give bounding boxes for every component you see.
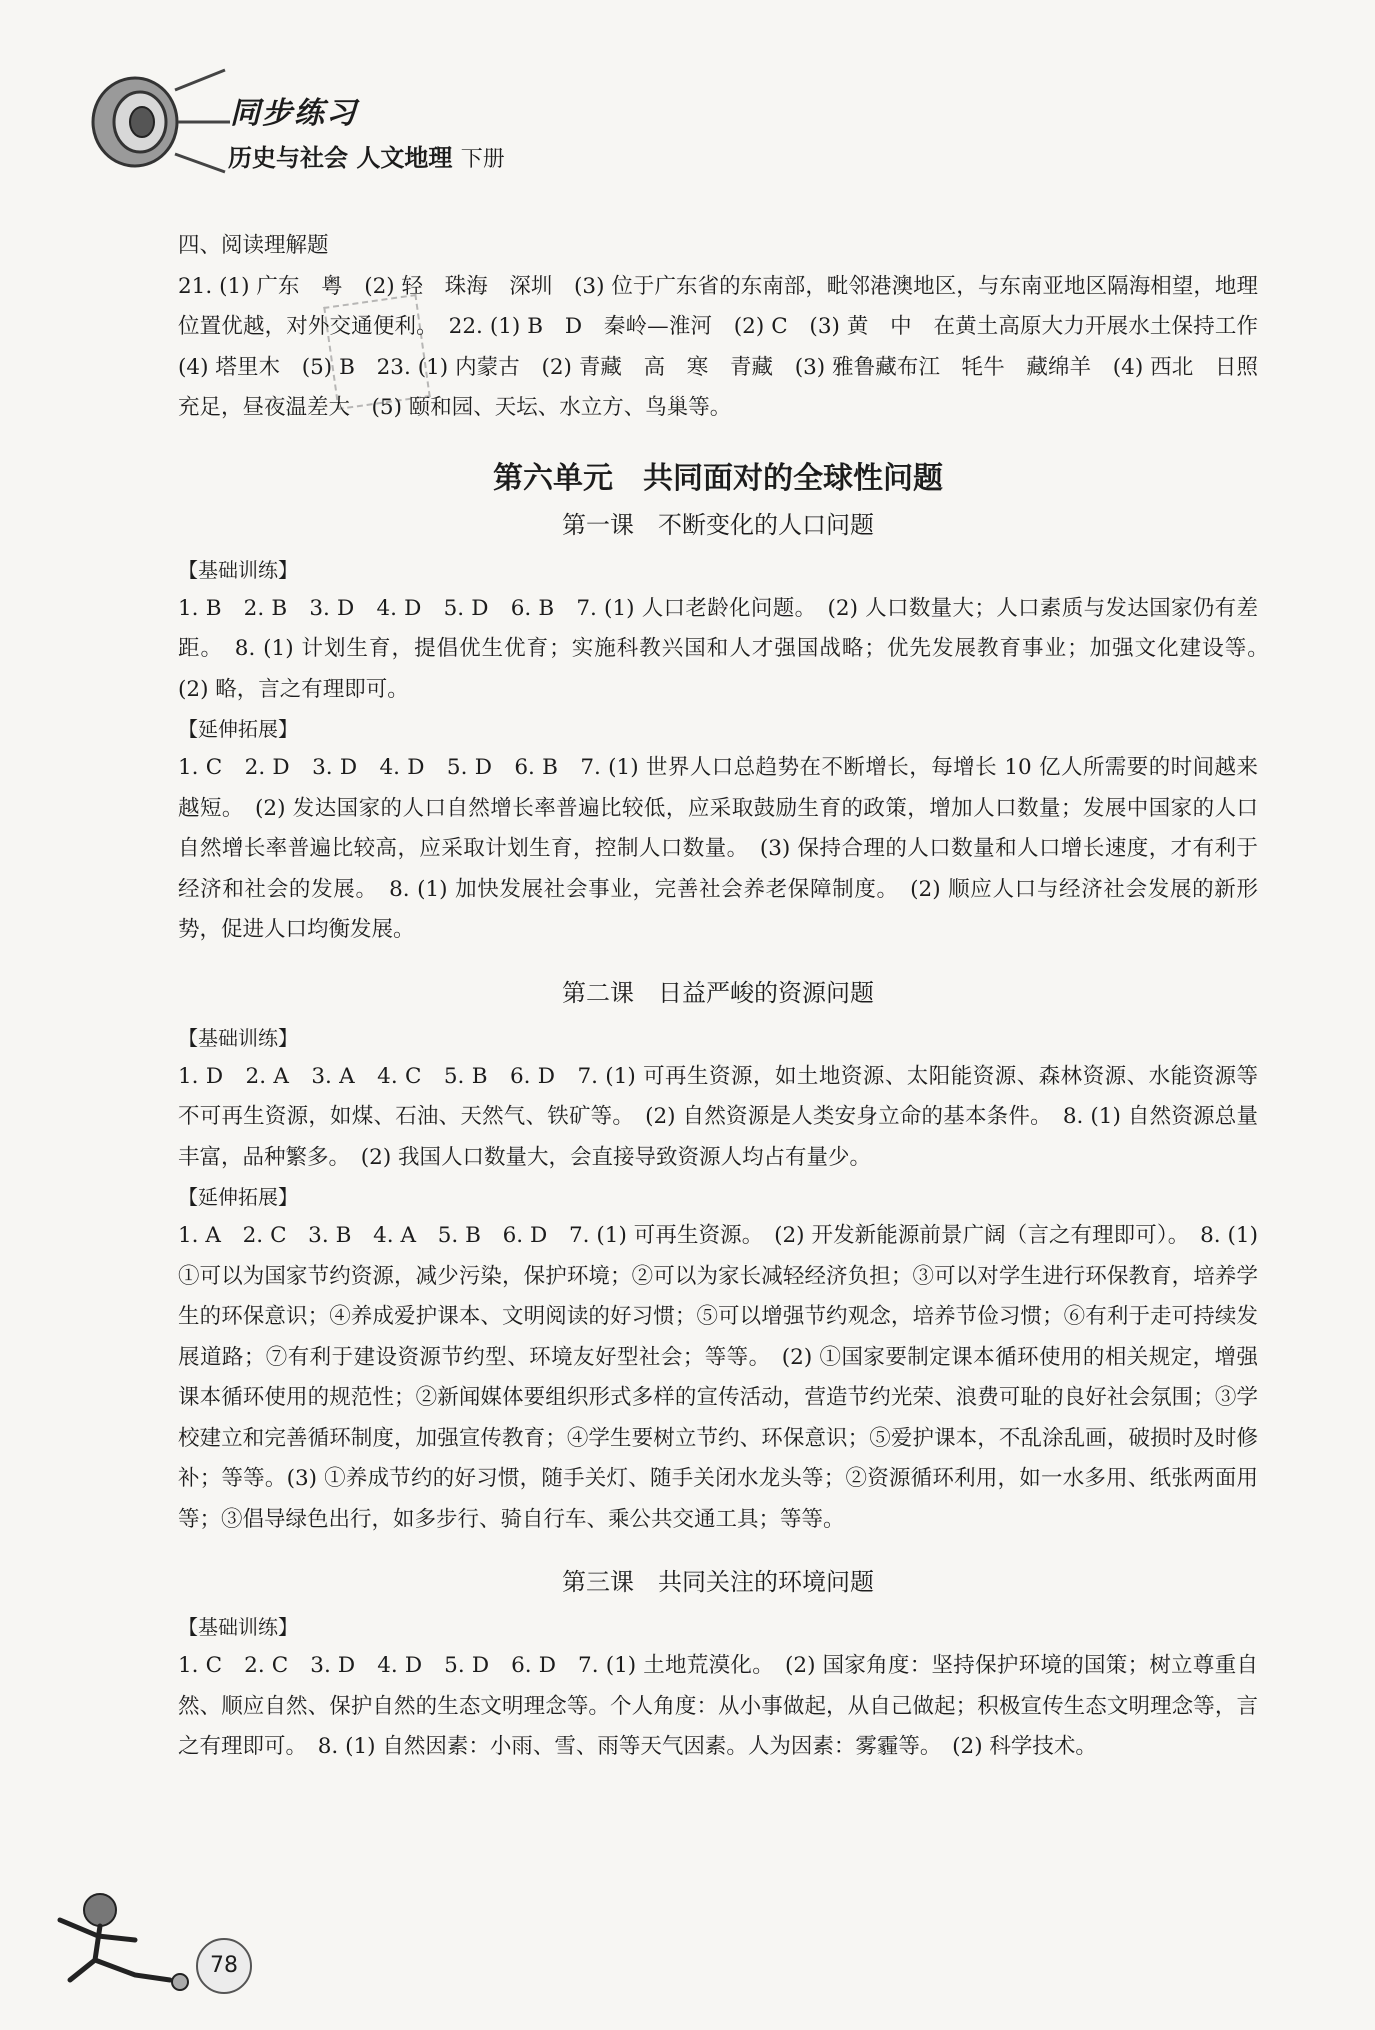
book-volume: 下册 — [460, 147, 505, 172]
running-figure-icon — [40, 1880, 200, 2000]
lesson-1-ext-label: 【延伸拓展】 — [178, 717, 298, 741]
lesson-1-ext-answers: 1. C 2. D 3. D 4. D 5. D 6. B 7. (1) 世界人口总趋势在不断增长，每增长 10 亿人所需要的时间越来越短。 (2) 发达国家的人口自然增长率普遍比较低，应采取鼓励生育的政策，增加人口数量；发展中国家的人口自然增长率普遍比较高，应采取计划生育，控制人口数量。 (3) 保持合理的人口数量和人口增长速度，才有利于经济和社会的发展。 8. (1) 加快发展社会事业，完善社会养老保障制度。 (2) 顺应人口与经济社会发展的新形势，促进人口均衡发展。 — [178, 755, 1258, 942]
book-title — [228, 138, 505, 173]
lesson-3-basic-answers: 1. C 2. C 3. D 4. D 5. D 6. D 7. (1) 土地荒漠化。 (2) 国家角度：坚持保护环境的国策；树立尊重自然、顺应自然、保护自然的生态文明理念等。个人角度：从小事做起，从自己做起；积极宣传生态文明理念等，言之有理即可。 8. (1) 自然因素：小雨、雪、雨等天气因素。人为因素：雾霾等。 (2) 科学技术。 — [178, 1653, 1258, 1759]
page-header — [80, 60, 600, 180]
book-subject: 历史与社会 人文地理 — [228, 144, 453, 172]
section-four-heading: 四、阅读理解题 — [178, 233, 329, 258]
lesson-1-title: 第一课 不断变化的人口问题 — [562, 510, 874, 539]
answer-content — [178, 226, 1280, 1768]
unit-title: 第六单元 共同面对的全球性问题 — [493, 460, 943, 496]
lesson-3-basic-label: 【基础训练】 — [178, 1615, 298, 1639]
series-title: 同步练习 — [230, 96, 358, 131]
lesson-3-title: 第三课 共同关注的环境问题 — [562, 1568, 874, 1596]
section-four-answers: 21. (1) 广东 粤 (2) 轻 珠海 深圳 (3) 位于广东省的东南部，毗邻港澳地区，与东南亚地区隔海相望，地理位置优越，对外交通便利。 22. (1) B D 秦岭—淮河 (2) C (3) 黄 中 在黄土高原大力开展水土保持工作 (4) 塔里木 (5) B 23. (1) 内蒙古 (2) 青藏 高 寒 青藏 (3) 雅鲁藏布江 牦牛 藏绵羊 (4) 西北 日照充足，昼夜温差大 (5) 颐和园、天坛、水立方、鸟巢等。 — [178, 273, 1280, 420]
lesson-2-basic-answers: 1. D 2. A 3. A 4. C 5. B 6. D 7. (1) 可再生资源，如土地资源、太阳能资源、森林资源、水能资源等 不可再生资源，如煤、石油、天然气、铁矿等。 (2) 自然资源是人类安身立命的基本条件。 8. (1) 自然资源总量丰富，品种繁多。 (2) 我国人口数量大，会直接导致资源人均占有量少。 — [178, 1063, 1280, 1170]
page-number: 78 — [196, 1938, 252, 1994]
lesson-2-ext-answers: 1. A 2. C 3. B 4. A 5. B 6. D 7. (1) 可再生资源。 (2) 开发新能源前景广阔（言之有理即可）。 8. (1) ①可以为国家节约资源，减少污染，保护环境；②可以为家长减轻经济负担；③可以对学生进行环保教育，培养学生的环保意识；④养成爱护课本、文明阅读的好习惯；⑤可以增强节约观念，培养节俭习惯；⑥有利于走可持续发展道路；⑦有利于建设资源节约型、环境友好型社会；等等。 (2) ①国家要制定课本循环使用的相关规定，增强课本循环使用的规范性；②新闻媒体要组织形式多样的宣传活动，营造节约光荣、浪费可耻的良好社会氛围；③学校建立和完善循环制度，加强宣传教育；④学生要树立节约、环保意识；⑤爱护课本，不乱涂乱画，破损时及时修补；等等。(3) ①养成节约的好习惯，随手关灯、随手关闭水龙头等；②资源循环利用，如一水多用、纸张两面用等；③倡导绿色出行，如多步行、骑自行车、乘公共交通工具；等等。 — [178, 1223, 1258, 1532]
lesson-2-title: 第二课 日益严峻的资源问题 — [562, 978, 874, 1007]
lesson-2-basic-label: 【基础训练】 — [178, 1025, 298, 1050]
lesson-1-basic-label: 【基础训练】 — [178, 557, 298, 582]
lesson-1-basic-answers: 1. B 2. B 3. D 4. D 5. D 6. B 7. (1) 人口老龄化问题。 (2) 人口数量大；人口素质与发达国家仍有差距。 8. (1) 计划生育，提倡优生优育；实施科教兴国和人才强国战略；优先发展教育事业；加强文化建设等。 (2) 略，言之有理即可。 — [178, 595, 1280, 702]
speaker-logo-icon — [80, 60, 230, 180]
lesson-2-ext-label: 【延伸拓展】 — [178, 1185, 298, 1209]
